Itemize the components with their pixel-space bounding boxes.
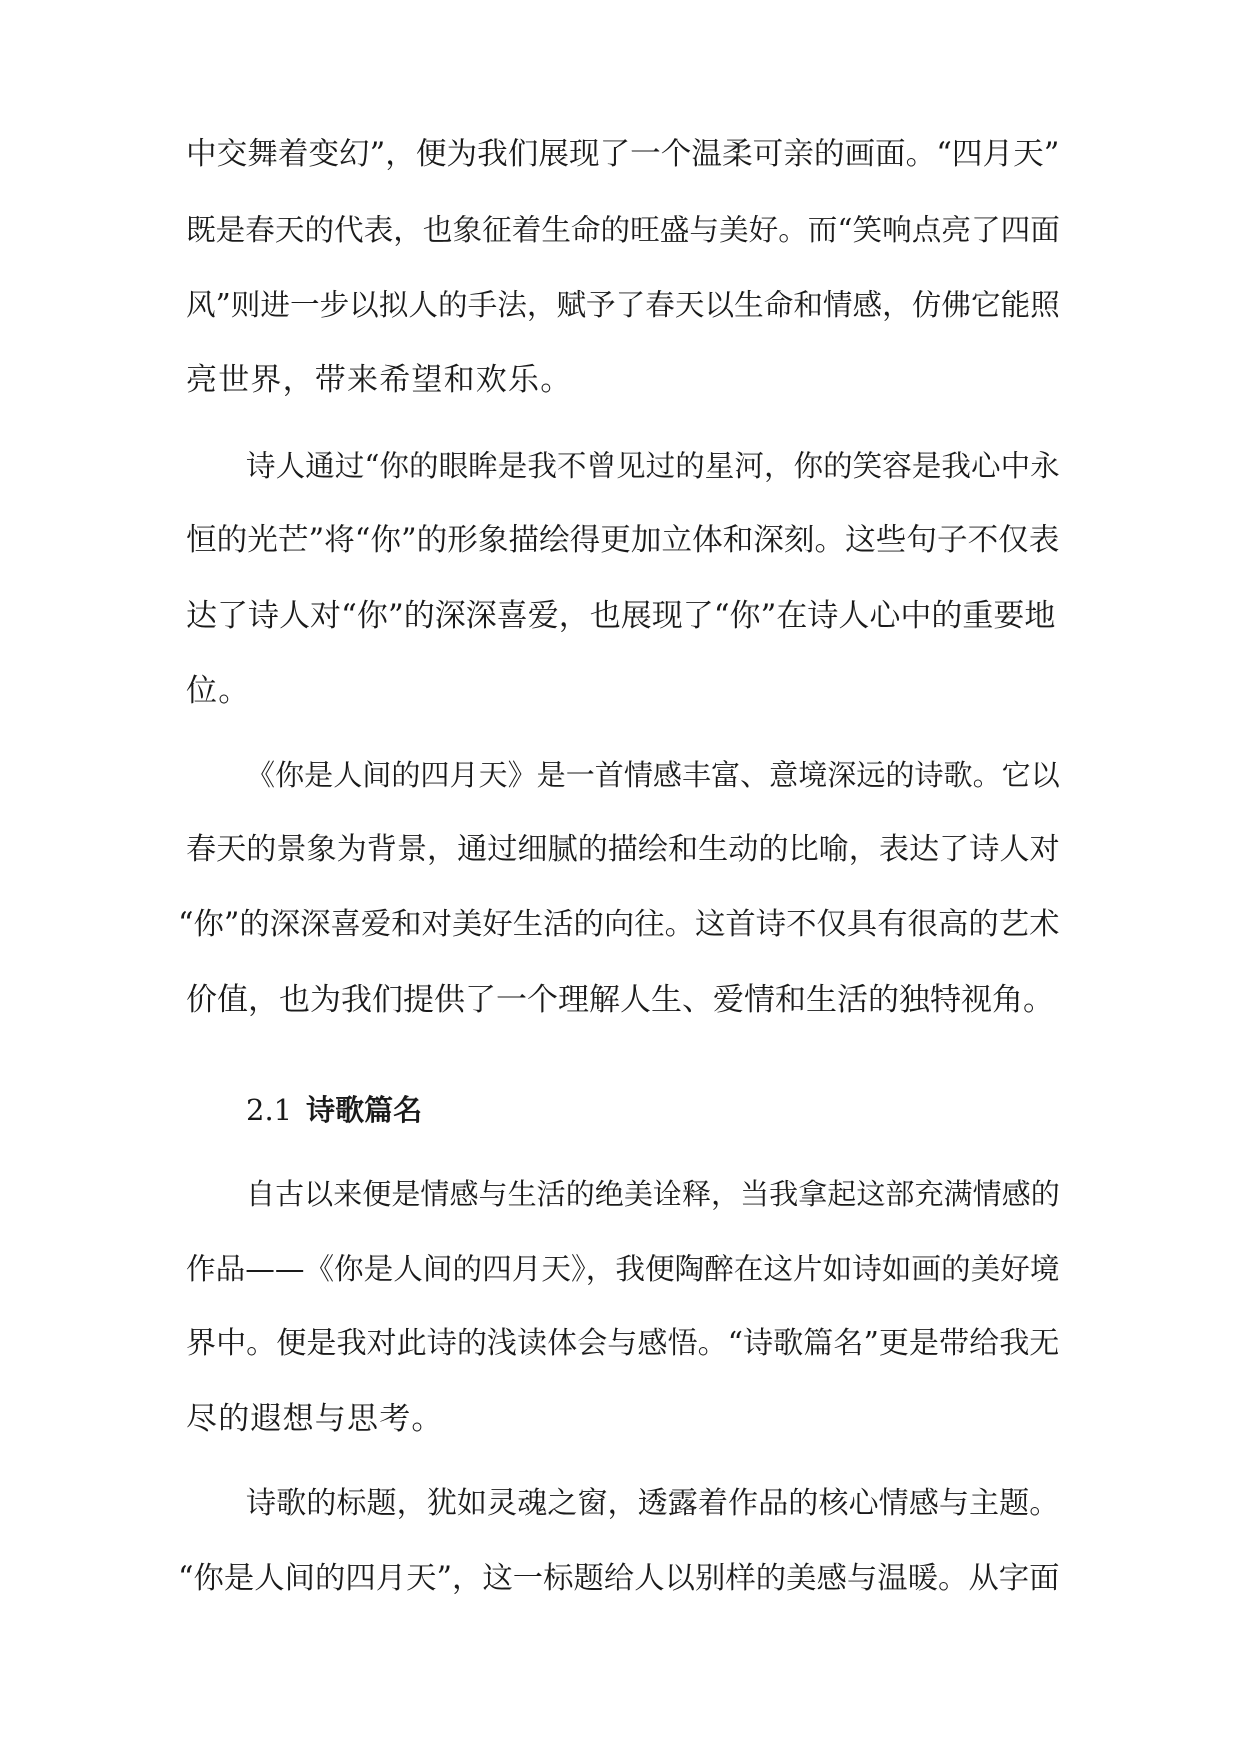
section-paragraph-1-line-4: 尽的遐想与思考。 (186, 1401, 444, 1437)
section-heading (246, 1090, 422, 1130)
paragraph-1-line-3: 风”则进一步以拟人的手法，赋予了春天以生命和情感，仿佛它能照 (186, 288, 1060, 322)
paragraph-3-line-1: 《你是人间的四月天》是一首情感丰富、意境深远的诗歌。它以 (246, 758, 1060, 792)
section-title: 诗歌篇名 (306, 1093, 423, 1127)
section-paragraph-2-line-1: 诗歌的标题，犹如灵魂之窗，透露着作品的核心情感与主题。 (246, 1486, 1060, 1521)
paragraph-1-line-2: 既是春天的代表，也象征着生命的旺盛与美好。而“笑响点亮了四面 (186, 213, 1060, 247)
paragraph-2-line-2: 恒的光芒”将“你”的形象描绘得更加立体和深刻。这些句子不仅表 (186, 523, 1060, 558)
paragraph-3-line-4: 价值，也为我们提供了一个理解人生、爱情和生活的独特视角。 (186, 982, 1054, 1018)
paragraph-3-line-2: 春天的景象为背景，通过细腻的描绘和生动的比喻，表达了诗人对 (186, 832, 1060, 867)
section-paragraph-2-line-2: “你是人间的四月天”，这一标题给人以别样的美感与温暖。从字面 (178, 1561, 1060, 1596)
section-number: 2.1 (246, 1093, 293, 1127)
paragraph-2-line-1: 诗人通过“你的眼眸是我不曾见过的星河，你的笑容是我心中永 (246, 449, 1060, 483)
paragraph-1-line-1: 中交舞着变幻”，便为我们展现了一个温柔可亲的画面。“四月天” (186, 137, 1060, 172)
section-paragraph-1-line-3: 界中。便是我对此诗的浅读体会与感悟。“诗歌篇名”更是带给我无 (186, 1326, 1060, 1361)
paragraph-3-line-3: “你”的深深喜爱和对美好生活的向往。这首诗不仅具有很高的艺术 (178, 907, 1060, 942)
paragraph-1-line-4: 亮世界，带来希望和欢乐。 (186, 362, 573, 398)
section-paragraph-1-line-2: 作品——《你是人间的四月天》，我便陶醉在这片如诗如画的美好境 (186, 1252, 1060, 1286)
section-paragraph-1-line-1: 自古以来便是情感与生活的绝美诠释，当我拿起这部充满情感的 (246, 1177, 1060, 1211)
paragraph-2-line-4: 位。 (186, 673, 251, 709)
paragraph-2-line-3: 达了诗人对“你”的深深喜爱，也展现了“你”在诗人心中的重要地 (186, 598, 1056, 634)
